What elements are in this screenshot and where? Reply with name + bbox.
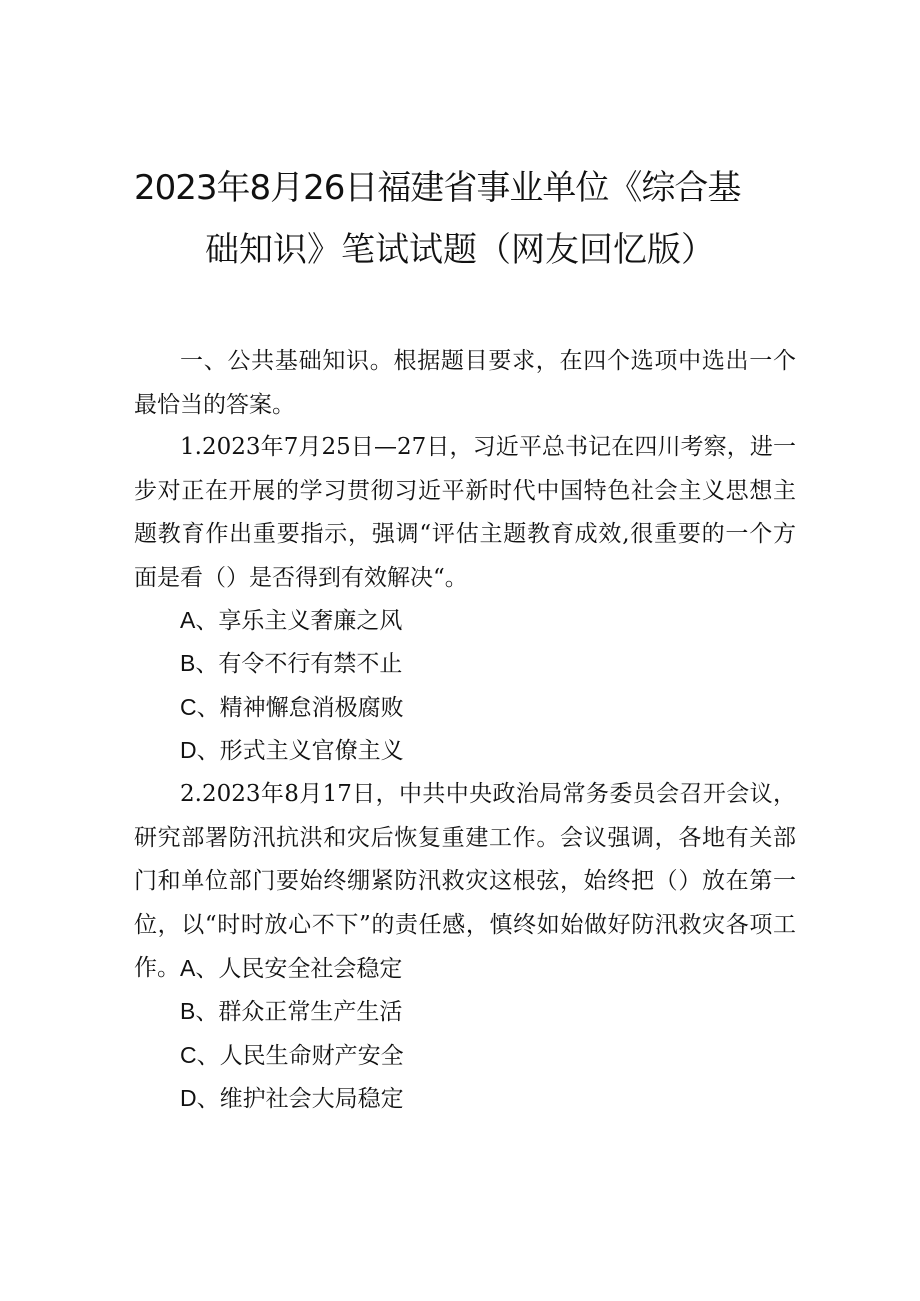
document-title-line-2: 础知识》笔试试题（网友回忆版） [205,230,715,270]
question-1-option-d [180,729,404,774]
option-letter: A [180,607,196,633]
option-letter: C [180,694,197,720]
question-2-option-b [180,990,402,1035]
option-text: 、形式主义官僚主义 [196,738,404,764]
question-2-option-a [180,947,402,992]
document-title-line-1: 2023年8月26日福建省事业单位《综合基 [134,168,741,208]
question-1-option-a [180,599,402,644]
option-letter: D [180,1085,197,1111]
option-letter: B [180,650,196,676]
question-2-option-c [180,1034,404,1079]
option-text: 、人民安全社会稳定 [195,956,403,982]
question-2-stem: 2.2023年8月17日，中共中央政治局常务委员会召开会议，研究部署防汛抗洪和灾后恢复重建工作。会议强调，各地有关部门和单位部门要始终绷紧防汛救灾这根弦，始终把（）放在第一位，以“时时放心不下”的责任感，慎终如始做好防汛救灾各项工作。 [134,781,796,981]
option-text: 、有令不行有禁不止 [195,651,403,677]
question-2-option-d [180,1077,404,1122]
option-letter: B [180,998,196,1024]
option-letter: D [180,737,197,763]
question-1-stem: 1.2023年7月25日—27日，习近平总书记在四川考察，进一步对正在开展的学习贯彻习近平新时代中国特色社会主义思想主题教育作出重要指示，强调“评估主题教育成效,很重要的一个方面是看（）是否得到有效解决“。 [134,434,796,591]
option-text: 、人民生命财产安全 [196,1043,404,1069]
option-letter: C [180,1042,197,1068]
option-text: 、维护社会大局稳定 [196,1086,404,1112]
option-text: 、群众正常生产生活 [195,999,403,1025]
question-1-option-c [180,686,404,731]
section-intro: 一、公共基础知识。根据题目要求，在四个选项中选出一个最恰当的答案。 [134,348,796,418]
option-text: 、享乐主义奢廉之风 [195,608,403,634]
question-1-option-b [180,642,402,687]
option-text: 、精神懈怠消极腐败 [196,695,404,721]
option-letter: A [180,955,196,981]
